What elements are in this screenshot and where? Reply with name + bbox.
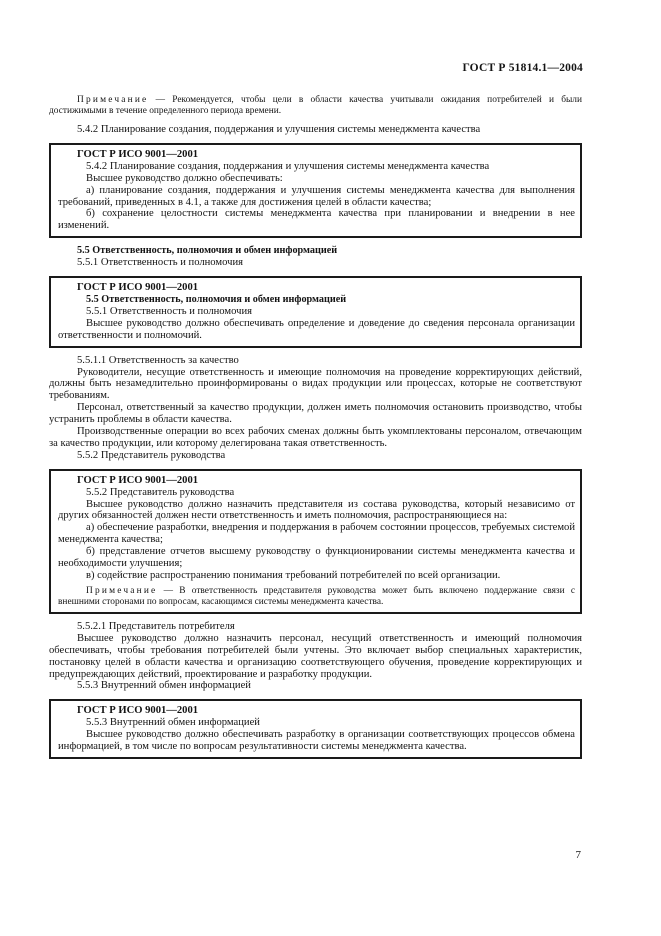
box-subheading: 5.5.2 Представитель руководства [86, 486, 235, 498]
section-5-5-1-heading: 5.5.1 Ответственность и полномочия [77, 257, 243, 269]
paragraph: Руководители, несущие ответственность и имеющие полномочия на проведение корректирующих действий, должны быть незамедлительно проинформированы о видах продукции или процессах, которые не соответствуют требованиям. [49, 366, 582, 402]
box-standard-title: ГОСТ Р ИСО 9001—2001 [77, 474, 199, 486]
box-line: а) планирование создания, поддержания и улучшения системы менеджмента качества для выполнения требований, приведенных в 4.1, а также для достижения целей в области качества; [58, 184, 575, 208]
box-text: Высшее руководство должно обеспечивать разработку в организации соответствующих процессов обмена информацией, в том числе по вопросам результативности системы менеджмента качества. [58, 729, 575, 753]
section-5-5-heading: 5.5 Ответственность, полномочия и обмен информацией [77, 245, 338, 257]
box-list-item: а) обеспечение разработки, внедрения и поддержания в рабочем состоянии процессов, требуемых системой менеджмента качества; [58, 522, 575, 546]
section-5-5-2-heading: 5.5.2 Представитель руководства [77, 449, 226, 461]
document-code-header: ГОСТ Р 51814.1—2004 [462, 62, 583, 74]
iso-quote-box-5-5 [49, 276, 582, 348]
note-text: — Рекомендуется, чтобы цели в области качества учитывали ожидания потребителей и были достижимыми в течение определенного периода времени. [49, 95, 583, 116]
page-number: 7 [575, 849, 581, 861]
box-subheading: 5.5.1 Ответственность и полномочия [86, 305, 252, 317]
box-list-item: б) представление отчетов высшему руководству о функционировании системы менеджмента качества и необходимости улучшения; [58, 546, 575, 570]
box-line: 5.4.2 Планирование создания, поддержания и улучшения системы менеджмента качества [86, 160, 490, 172]
box-standard-title: ГОСТ Р ИСО 9001—2001 [77, 282, 199, 294]
section-5-5-1-1-heading: 5.5.1.1 Ответственность за качество [77, 354, 239, 366]
box-standard-title: ГОСТ Р ИСО 9001—2001 [77, 148, 199, 160]
box-list-item: в) содействие распространению понимания требований потребителей по всей организации. [86, 570, 501, 581]
note-text: — В ответственность представителя руководства может быть включено поддержание связи с внешними сторонами по вопросам, касающимся системы менеджмента качества. [58, 585, 576, 607]
section-5-4-2-heading: 5.4.2 Планирование создания, поддержания и улучшения системы менеджмента качества [77, 124, 481, 135]
section-5-5-3-heading: 5.5.3 Внутренний обмен информацией [77, 680, 251, 692]
box-text: Высшее руководство должно назначить представителя из состава руководства, который независимо от других обязанностей должен нести ответственность и иметь полномочия, распространяющиеся на: [58, 498, 575, 522]
page-content [49, 95, 582, 759]
box-text: Высшее руководство должно обеспечивать определение и доведение до сведения персонала организации ответственности и полномочий. [58, 317, 575, 341]
box-subheading: 5.5.3 Внутренний обмен информацией [86, 717, 260, 729]
iso-quote-box-5-5-3 [49, 699, 582, 759]
note-label: Примечание [77, 95, 149, 105]
section-5-5-2-1-heading: 5.5.2.1 Представитель потребителя [77, 620, 235, 632]
box-note [58, 586, 575, 608]
box-heading: 5.5 Ответственность, полномочия и обмен информацией [86, 293, 347, 305]
box-line: б) сохранение целостности системы менеджмента качества при планировании и внедрении в нее изменений. [58, 208, 575, 232]
iso-quote-box-5-4-2 [49, 143, 582, 238]
paragraph: Высшее руководство должно назначить персонал, несущий ответственность и имеющий полномочия обеспечивать, чтобы требования потребителей были учтены. Это включает выбор специальных характеристик, постановку целей в области качества и организацию соответствующего обучения, проведение корректирующих и предупреждающих действий, проектирование и разработку продукции. [49, 632, 582, 680]
note-objectives [49, 95, 582, 117]
paragraph: Производственные операции во всех рабочих сменах должны быть укомплектованы персоналом, отвечающим за качество продукции, или которому делегирована такая ответственность. [49, 426, 582, 449]
iso-quote-box-5-5-2 [49, 469, 582, 614]
paragraph: Персонал, ответственный за качество продукции, должен иметь полномочия остановить производство, чтобы устранить проблемы в области качества. [49, 402, 582, 426]
note-label: Примечание [86, 585, 158, 596]
box-line: Высшее руководство должно обеспечивать: [86, 172, 283, 184]
box-standard-title: ГОСТ Р ИСО 9001—2001 [77, 705, 199, 717]
